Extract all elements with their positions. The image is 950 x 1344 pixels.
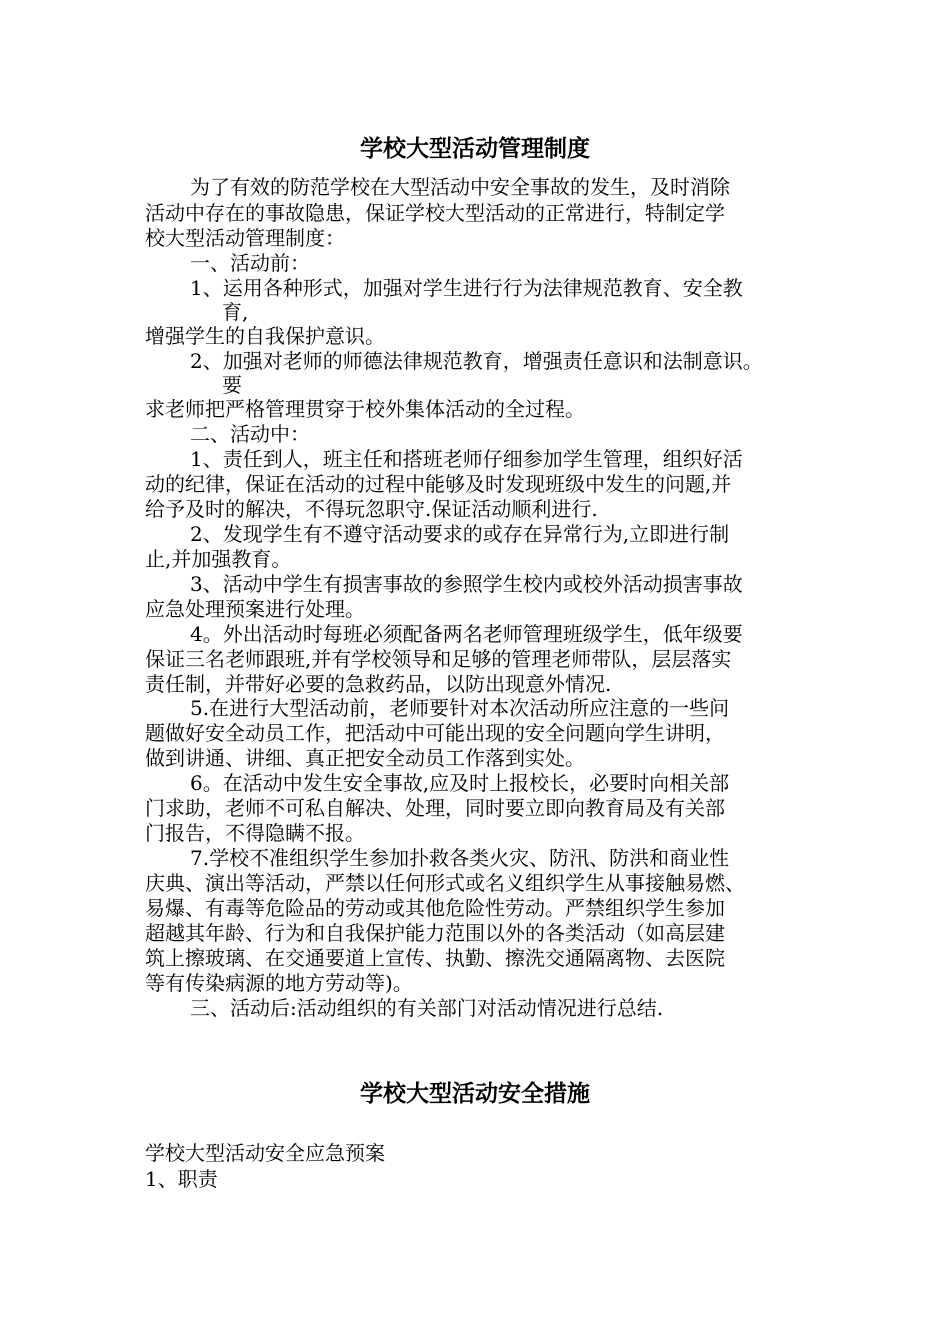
- before-item-2-line-3: 求老师把严格管理贯穿于校外集体活动的全过程。: [145, 397, 585, 421]
- intro-line-1: 为了有效的防范学校在大型活动中安全事故的发生，及时消除: [190, 175, 730, 199]
- before-item-1-line-2: 育,: [222, 300, 249, 324]
- during-item-6-line-3: 门报告，不得隐瞒不报。: [145, 821, 365, 845]
- during-item-7-line-1: 7.学校不准组织学生参加扑救各类火灾、防汛、防洪和商业性: [190, 846, 730, 870]
- during-item-7-line-2: 庆典、演出等活动，严禁以任何形式或名义组织学生从事接触易燃、: [145, 871, 745, 895]
- during-item-7-line-6: 等有传染病源的地方劳动等)。: [145, 971, 413, 995]
- intro-line-2: 活动中存在的事故隐患，保证学校大型活动的正常进行，特制定学: [145, 201, 725, 225]
- during-item-7-line-4: 超越其年龄、行为和自我保护能力范围以外的各类活动（如高层建: [145, 921, 725, 945]
- during-item-4-line-1: 4。外出活动时每班必须配备两名老师管理班级学生，低年级要: [190, 622, 743, 646]
- during-item-6-line-2: 门求助，老师不可私自解决、处理，同时要立即向教育局及有关部: [145, 796, 725, 820]
- during-item-5-line-2: 题做好安全动员工作，把活动中可能出现的安全问题向学生讲明，: [145, 721, 725, 745]
- during-item-4-line-2: 保证三名老师跟班,并有学校领导和足够的管理老师带队，层层落实: [145, 647, 732, 671]
- subheading-duties: 1、职责: [145, 1167, 218, 1191]
- section-heading-after: 三、活动后:活动组织的有关部门对活动情况进行总结.: [190, 996, 664, 1020]
- during-item-2-line-2: 止,并加强教育。: [145, 547, 292, 571]
- during-item-3-line-2: 应急处理预案进行处理。: [145, 597, 365, 621]
- during-item-7-line-5: 筑上擦玻璃、在交通要道上宣传、执勤、擦洗交通隔离物、去医院: [145, 946, 725, 970]
- during-item-2-line-1: 2、发现学生有不遵守活动要求的或存在异常行为,立即进行制: [190, 522, 730, 546]
- during-item-1-line-2: 动的纪律，保证在活动的过程中能够及时发现班级中发生的问题,并: [145, 472, 732, 496]
- during-item-5-line-1: 5.在进行大型活动前，老师要针对本次活动所应注意的一些问: [190, 696, 730, 720]
- before-item-2-line-1: 2、加强对老师的师德法律规范教育，增强责任意识和法制意识。: [190, 349, 763, 373]
- during-item-6-line-1: 6。在活动中发生安全事故,应及时上报校长，必要时向相关部: [190, 771, 730, 795]
- document-title: 学校大型活动管理制度: [360, 136, 590, 162]
- intro-line-3: 校大型活动管理制度：: [145, 226, 345, 250]
- subheading-emergency-plan: 学校大型活动安全应急预案: [145, 1141, 385, 1165]
- before-item-1-line-1: 1、运用各种形式，加强对学生进行行为法律规范教育、安全教: [190, 276, 743, 300]
- during-item-7-line-3: 易爆、有毒等危险品的劳动或其他危险性劳动。严禁组织学生参加: [145, 896, 725, 920]
- section-title-safety: 学校大型活动安全措施: [360, 1081, 590, 1107]
- before-item-1-line-3: 增强学生的自我保护意识。: [145, 324, 385, 348]
- during-item-3-line-1: 3、活动中学生有损害事故的参照学生校内或校外活动损害事故: [190, 572, 743, 596]
- during-item-5-line-3: 做到讲通、讲细、真正把安全动员工作落到实处。: [145, 746, 585, 770]
- before-item-2-line-2: 要: [222, 373, 242, 397]
- during-item-4-line-3: 责任制，并带好必要的急救药品，以防出现意外情况.: [145, 672, 612, 696]
- during-item-1-line-1: 1、责任到人，班主任和搭班老师仔细参加学生管理，组织好活: [190, 447, 743, 471]
- section-heading-during: 二、活动中：: [190, 422, 310, 446]
- section-heading-before: 一、活动前：: [190, 251, 310, 275]
- during-item-1-line-3: 给予及时的解决，不得玩忽职守.保证活动顺利进行.: [145, 497, 598, 521]
